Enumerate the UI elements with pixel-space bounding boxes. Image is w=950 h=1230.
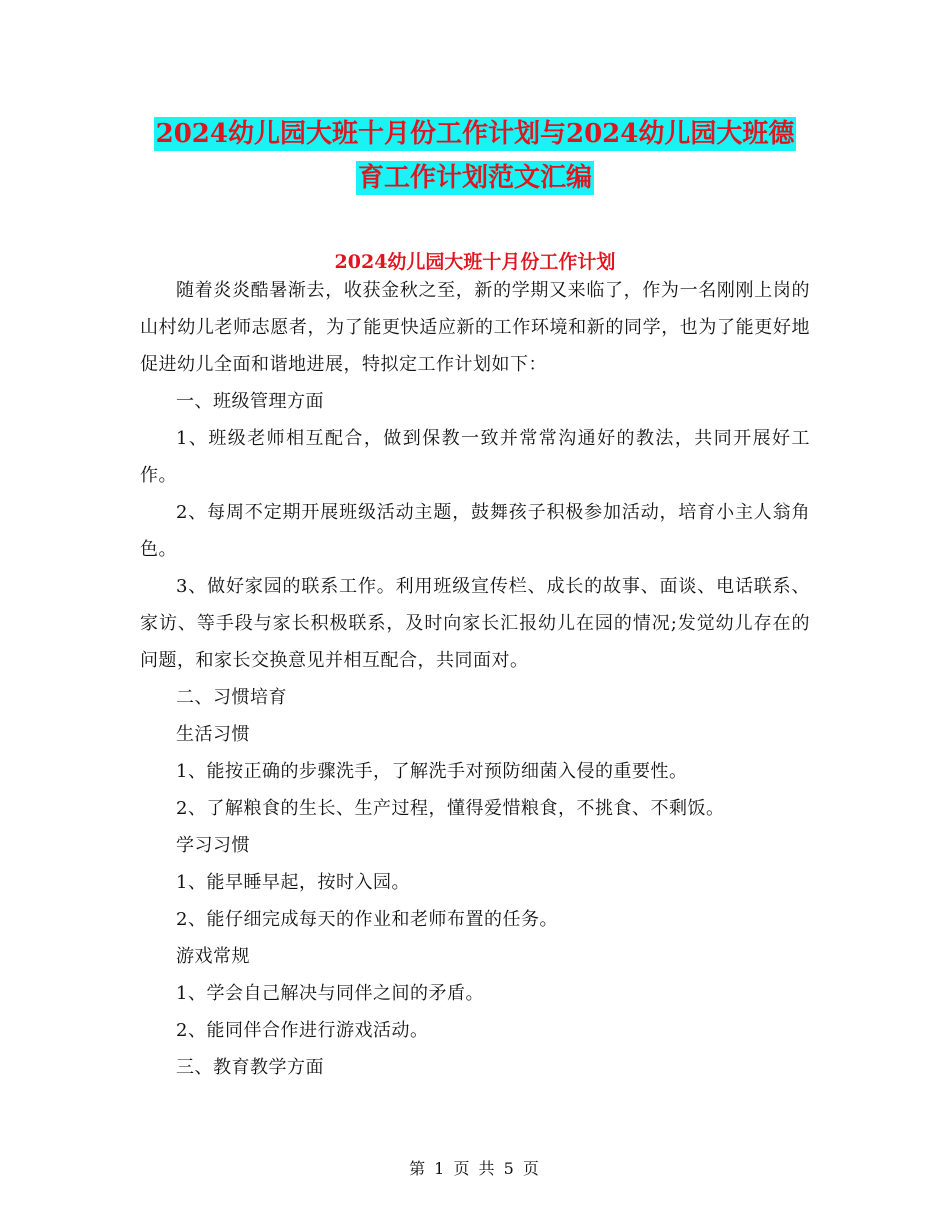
- paragraph: 1、能按正确的步骤洗手，了解洗手对预防细菌入侵的重要性。: [176, 761, 688, 782]
- title-line-2: 育工作计划范文汇编: [357, 163, 592, 193]
- document-title: [120, 112, 830, 200]
- document-body: [140, 272, 810, 1086]
- paragraph: 2、能仔细完成每天的作业和老师布置的任务。: [176, 909, 558, 930]
- paragraph: 1、学会自己解决与同伴之间的矛盾。: [176, 983, 484, 1004]
- paragraph: 3、做好家园的联系工作。利用班级宣传栏、成长的故事、面谈、电话联系、家访、等手段与家长积极联系，及时向家长汇报幼儿在园的情况;发觉幼儿存在的问题，和家长交换意见并相互配合，共同面对。: [140, 576, 810, 671]
- subheading-life-habits: 生活习惯: [176, 724, 250, 745]
- subheading-game-rules: 游戏常规: [176, 946, 250, 967]
- title-line-1: 2024幼儿园大班十月份工作计划与2024幼儿园大班德: [155, 119, 795, 149]
- paragraph-intro: 随着炎炎酷暑渐去，收获金秋之至，新的学期又来临了，作为一名刚刚上岗的山村幼儿老师志愿者，为了能更快适应新的工作环境和新的同学，也为了能更好地促进幼儿全面和谐地进展，特拟定工作计划如下：: [140, 280, 810, 375]
- heading-teaching: 三、教育教学方面: [176, 1057, 324, 1078]
- section-title: 2024幼儿园大班十月份工作计划: [334, 251, 616, 273]
- paragraph: 1、班级老师相互配合，做到保教一致并常常沟通好的教法，共同开展好工作。: [140, 428, 810, 486]
- heading-habit-training: 二、习惯培育: [176, 687, 287, 708]
- paragraph: 2、每周不定期开展班级活动主题，鼓舞孩子积极参加活动，培育小主人翁角色。: [140, 502, 810, 560]
- paragraph: 2、了解粮食的生长、生产过程，懂得爱惜粮食，不挑食、不剩饭。: [176, 798, 725, 819]
- paragraph: 2、能同伴合作进行游戏活动。: [176, 1020, 429, 1041]
- page-footer: 第 1 页 共 5 页: [409, 1159, 541, 1178]
- paragraph: 1、能早睡早起，按时入园。: [176, 872, 410, 893]
- heading-class-management: 一、班级管理方面: [176, 391, 324, 412]
- subheading-study-habits: 学习习惯: [176, 835, 250, 856]
